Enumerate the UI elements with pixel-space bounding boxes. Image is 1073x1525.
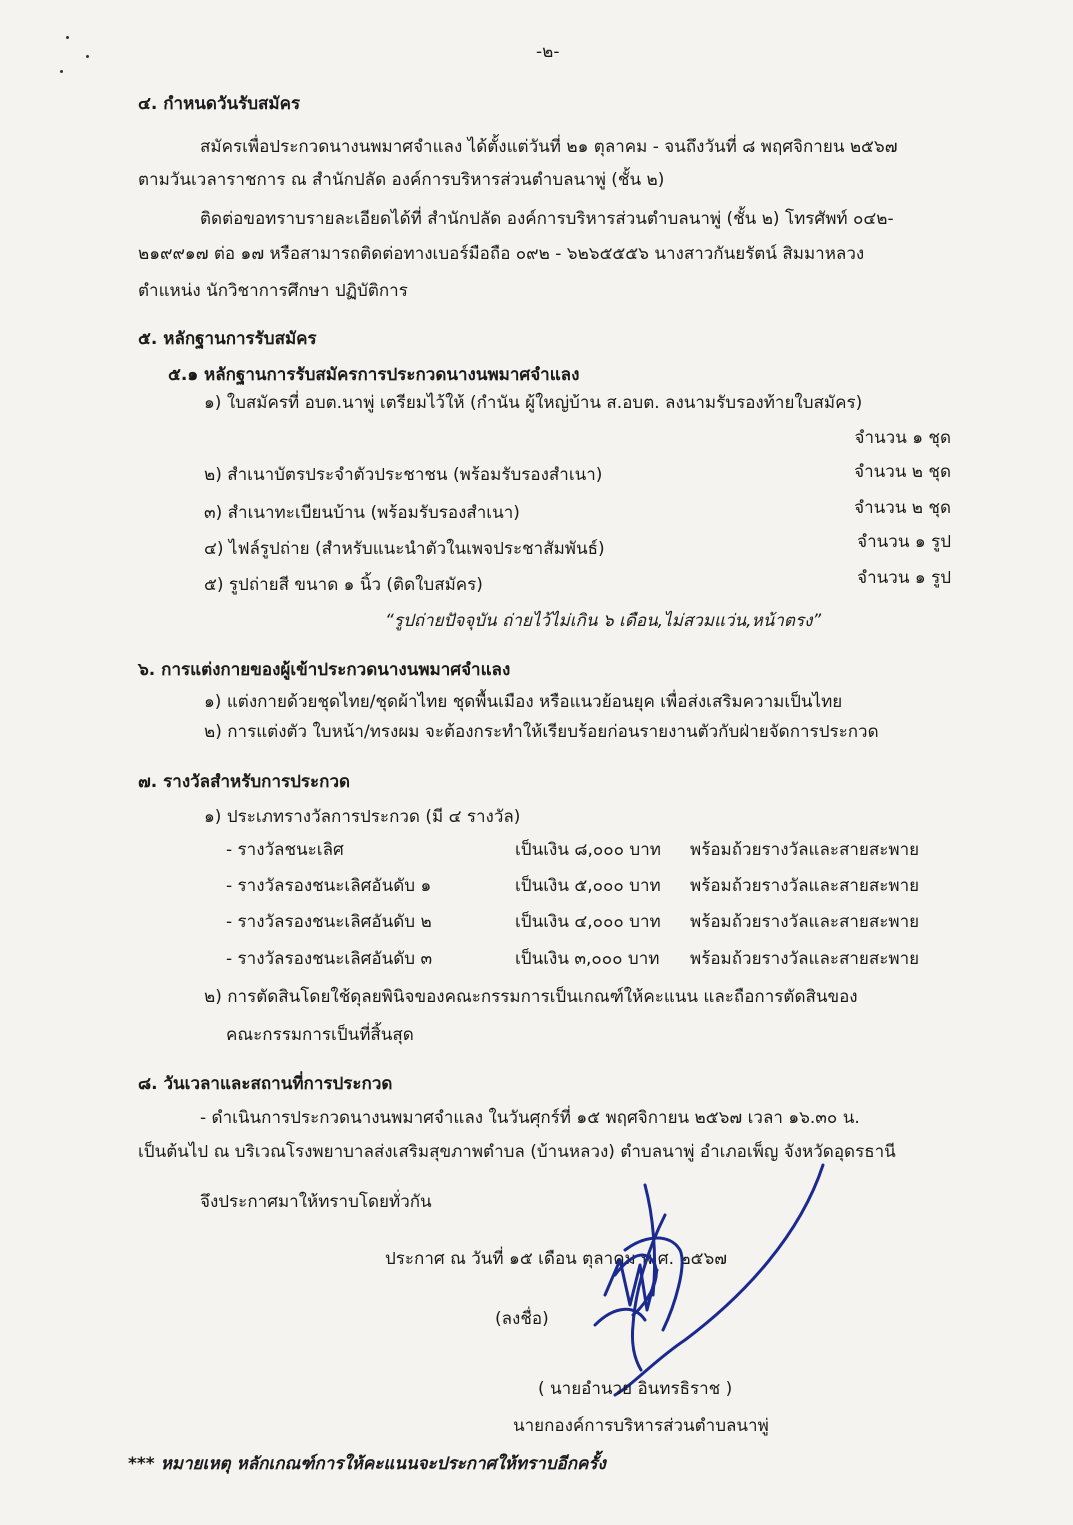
s4-paragraph-2-line-3: ตำแหน่ง นักวิชาการศึกษา ปฏิบัติการ <box>138 281 408 301</box>
evidence-item-3-qty: จำนวน ๒ ชุด <box>854 498 951 518</box>
event-detail-line-1: - ดำเนินการประกวดนางนพมาศจำแลง ในวันศุกร์ที่ ๑๕ พฤศจิกายน ๒๕๖๗ เวลา ๑๖.๓๐ น. <box>200 1108 860 1128</box>
s4-paragraph-1-line-2: ตามวันเวลาราชการ ณ สำนักปลัด องค์การบริหารส่วนตำบลนาพู่ (ชั้น ๒) <box>138 170 665 190</box>
s4-paragraph-2-line-1: ติดต่อขอทราบรายละเอียดได้ที่ สำนักปลัด องค์การบริหารส่วนตำบลนาพู่ (ชั้น ๒) โทรศัพท์ ๐๔๒- <box>200 209 894 229</box>
evidence-item-4-qty: จำนวน ๑ รูป <box>857 532 951 552</box>
evidence-item-2-qty: จำนวน ๒ ชุด <box>854 462 951 482</box>
prize-name: - รางวัลรองชนะเลิศอันดับ ๒ <box>226 912 432 932</box>
prize-name: - รางวัลรองชนะเลิศอันดับ ๑ <box>226 876 432 896</box>
evidence-item-2: ๒) สำเนาบัตรประจำตัวประชาชน (พร้อมรับรองสำเนา) <box>204 465 603 485</box>
event-detail-line-2: เป็นต้นไป ณ บริเวณโรงพยาบาลส่งเสริมสุขภาพตำบล (บ้านหลวง) ตำบลนาพู่ อำเภอเพ็ญ จังหวัดอุดรธานี <box>138 1142 896 1162</box>
section-6-heading: ๖. การแต่งกายของผู้เข้าประกวดนางนพมาศจำแลง <box>138 660 511 680</box>
prize-amount: เป็นเงิน ๘,๐๐๐ บาท <box>515 840 661 860</box>
speck <box>86 55 89 58</box>
prize-amount: เป็นเงิน ๓,๐๐๐ บาท <box>515 949 660 969</box>
evidence-item-1: ๑) ใบสมัครที่ อบต.นาพู่ เตรียมไว้ให้ (กำนัน ผู้ใหญ่บ้าน ส.อบต. ลงนามรับรองท้ายใบสมัคร) <box>204 393 863 413</box>
page-number: -๒- <box>536 42 560 62</box>
prize-extra: พร้อมถ้วยรางวัลและสายสะพาย <box>690 949 920 969</box>
announcement-date: ประกาศ ณ วันที่ ๑๕ เดือน ตุลาคม พ.ศ. ๒๕๖๗ <box>385 1249 728 1269</box>
dress-item-1: ๑) แต่งกายด้วยชุดไทย/ชุดผ้าไทย ชุดพื้นเมือง หรือแนวย้อนยุค เพื่อส่งเสริมความเป็นไทย <box>204 692 843 712</box>
prize-extra: พร้อมถ้วยรางวัลและสายสะพาย <box>690 840 920 860</box>
judging-item-line-2: คณะกรรมการเป็นที่สิ้นสุด <box>226 1025 414 1045</box>
signature-label: (ลงชื่อ) <box>495 1309 549 1329</box>
section-5-heading: ๕. หลักฐานการรับสมัคร <box>138 329 317 349</box>
photo-requirement-note: “รูปถ่ายปัจจุบัน ถ่ายไว้ไม่เกิน ๖ เดือน,ไม่สวมแว่น,หน้าตรง” <box>385 611 822 631</box>
s4-paragraph-1-line-1: สมัครเพื่อประกวดนางนพมาศจำแลง ได้ตั้งแต่วันที่ ๒๑ ตุลาคม - จนถึงวันที่ ๘ พฤศจิกายน ๒๕๖๗ <box>200 137 898 157</box>
prize-extra: พร้อมถ้วยรางวัลและสายสะพาย <box>690 912 920 932</box>
evidence-item-5: ๕) รูปถ่ายสี ขนาด ๑ นิ้ว (ติดใบสมัคร) <box>204 575 483 595</box>
prize-amount: เป็นเงิน ๔,๐๐๐ บาท <box>515 912 661 932</box>
announcement-closing: จึงประกาศมาให้ทราบโดยทั่วกัน <box>200 1192 432 1212</box>
dress-item-2: ๒) การแต่งตัว ใบหน้า/ทรงผม จะต้องกระทำให้เรียบร้อยก่อนรายงานตัวกับฝ่ายจัดการประกวด <box>204 722 879 742</box>
signer-name: ( นายอำนวย อินทรธิราช ) <box>538 1379 733 1399</box>
section-5-1-heading: ๕.๑ หลักฐานการรับสมัครการประกวดนางนพมาศจำแลง <box>168 365 580 385</box>
speck <box>66 36 69 39</box>
footnote: *** หมายเหตุ หลักเกณฑ์การให้คะแนนจะประกาศให้ทราบอีกครั้ง <box>128 1454 606 1474</box>
prize-name: - รางวัลชนะเลิศ <box>226 840 344 860</box>
section-7-heading: ๗. รางวัลสำหรับการประกวด <box>138 772 351 792</box>
prize-types-item: ๑) ประเภทรางวัลการประกวด (มี ๔ รางวัล) <box>204 807 521 827</box>
section-8-heading: ๘. วันเวลาและสถานที่การประกวด <box>138 1074 393 1094</box>
prize-name: - รางวัลรองชนะเลิศอันดับ ๓ <box>226 949 433 969</box>
evidence-item-4: ๔) ไฟล์รูปถ่าย (สำหรับแนะนำตัวในเพจประชาสัมพันธ์) <box>204 539 605 559</box>
judging-item-line-1: ๒) การตัดสินโดยใช้ดุลยพินิจของคณะกรรมการเป็นเกณฑ์ให้คะแนน และถือการตัดสินของ <box>204 987 858 1007</box>
evidence-item-1-qty: จำนวน ๑ ชุด <box>854 428 951 448</box>
prize-amount: เป็นเงิน ๕,๐๐๐ บาท <box>515 876 661 896</box>
prize-extra: พร้อมถ้วยรางวัลและสายสะพาย <box>690 876 920 896</box>
evidence-item-3: ๓) สำเนาทะเบียนบ้าน (พร้อมรับรองสำเนา) <box>204 503 520 523</box>
speck <box>60 70 63 73</box>
signer-title: นายกองค์การบริหารส่วนตำบลนาพู่ <box>513 1416 769 1436</box>
evidence-item-5-qty: จำนวน ๑ รูป <box>857 568 951 588</box>
s4-paragraph-2-line-2: ๒๑๙๙๑๗ ต่อ ๑๗ หรือสามารถติดต่อทางเบอร์มือถือ ๐๙๒ - ๖๒๖๕๕๕๖ นางสาวกันยรัตน์ สิมมาหลวง <box>138 244 865 264</box>
section-4-heading: ๔. กำหนดวันรับสมัคร <box>138 94 301 114</box>
